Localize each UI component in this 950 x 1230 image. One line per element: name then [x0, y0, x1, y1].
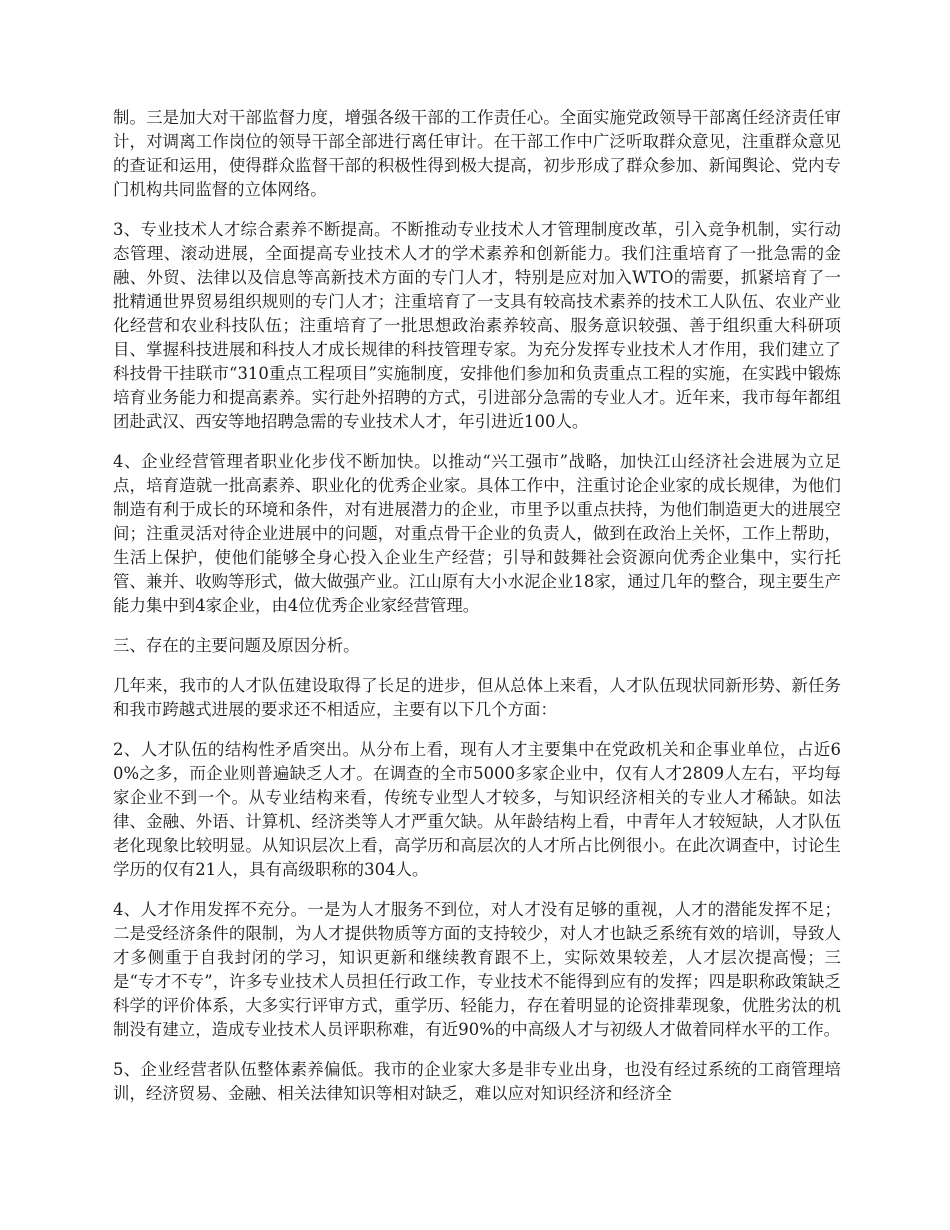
paragraph-cadre-supervision: 制。三是加大对干部监督力度，增强各级干部的工作责任心。全面实施党政领导干部离任经济责任审计，对调离工作岗位的领导干部全部进行离任审计。在干部工作中广泛听取群众意见，注重群众意见的查证和运用，使得群众监督干部的积极性得到极大提高，初步形成了群众参加、新闻舆论、党内专门机构共同监督的立体网络。: [113, 108, 841, 199]
paragraph-professional-talent: 3、专业技术人才综合素养不断提高。不断推动专业技术人才管理制度改革，引入竞争机制，实行动态管理、滚动进展，全面提高专业技术人才的学术素养和创新能力。我们注重培育了一批急需的金融、外贸、法律以及信息等高新技术方面的专门人才，特别是应对加入WTO的需要，抓紧培育了一批精通世界贸易组织规则的专门人才；注重培育了一支具有较高技术素养的技术工人队伍、农业产业化经营和农业科技队伍；注重培育了一批思想政治素养较高、服务意识较强、善于组织重大科研项目、掌握科技进展和科技人才成长规律的科技管理专家。为充分发挥专业技术人才作用，我们建立了科技骨干挂联市“310重点工程项目”实施制度，安排他们参加和负责重点工程的实施，在实践中锻炼培育业务能力和提高素养。实行赴外招聘的方式，引进部分急需的专业人才。近年来，我市每年都组团赴武汉、西安等地招聘急需的专业技术人才，年引进近100人。: [113, 220, 841, 431]
section-heading-problems: 三、存在的主要问题及原因分析。: [113, 636, 360, 655]
document-page: [113, 106, 841, 1122]
paragraph-talent-utilization: 4、人才作用发挥不充分。一是为人才服务不到位，对人才没有足够的重视，人才的潜能发挥不足；二是受经济条件的限制，为人才提供物质等方面的支持较少，对人才也缺乏系统有效的培训，导致人才多侧重于自我封闭的学习，知识更新和继续教育跟不上，实际效果较差，人才层次提高慢；三是“专才不专”，许多专业技术人员担任行政工作，专业技术不能得到应有的发挥；四是职称政策缺乏科学的评价体系，大多实行评审方式，重学历、轻能力，存在着明显的论资排辈现象，优胜劣汰的机制没有建立，造成专业技术人员评职称难，有近90%的中高级人才与初级人才做着同样水平的工作。: [113, 900, 841, 1039]
paragraph-structural-contradiction: 2、人才队伍的结构性矛盾突出。从分布上看，现有人才主要集中在党政机关和企事业单位，占近60%之多，而企业则普遍缺乏人才。在调查的全市5000多家企业中，仅有人才2809人左右，平均每家企业不到一个。从专业结构来看，传统专业型人才较多，与知识经济相关的专业人才稀缺。如法律、金融、外语、计算机、经济类等人才严重欠缺。从年龄结构上看，中青年人才较短缺，人才队伍老化现象比较明显。从知识层次上看，高学历和高层次的人才所占比例很小。在此次调查中，讨论生学历的仅有21人，具有高级职称的304人。: [113, 740, 841, 879]
paragraph-enterprise-managers: 4、企业经营管理者职业化步伐不断加快。以推动“兴工强市”战略，加快江山经济社会进展为立足点，培育造就一批高素养、职业化的优秀企业家。具体工作中，注重讨论企业家的成长规律，为他们制造有利于成长的环境和条件，对有进展潜力的企业，市里予以重点扶持，为他们制造更大的进展空间；注重灵活对待企业进展中的问题，对重点骨干企业的负责人，做到在政治上关怀，工作上帮助，生活上保护，使他们能够全身心投入企业生产经营；引导和鼓舞社会资源向优秀企业集中，实行托管、兼并、收购等形式，做大做强产业。江山原有大小水泥企业18家，通过几年的整合，现主要生产能力集中到4家企业，由4位优秀企业家经营管理。: [113, 452, 841, 615]
paragraph-entrepreneur-quality: 5、企业经营者队伍整体素养偏低。我市的企业家大多是非专业出身，也没有经过系统的工商管理培训，经济贸易、金融、相关法律知识等相对缺乏，难以应对知识经济和经济全: [113, 1060, 841, 1103]
paragraph-overview: 几年来，我市的人才队伍建设取得了长足的进步，但从总体上来看，人才队伍现状同新形势、新任务和我市跨越式进展的要求还不相适应，主要有以下几个方面：: [113, 676, 841, 719]
